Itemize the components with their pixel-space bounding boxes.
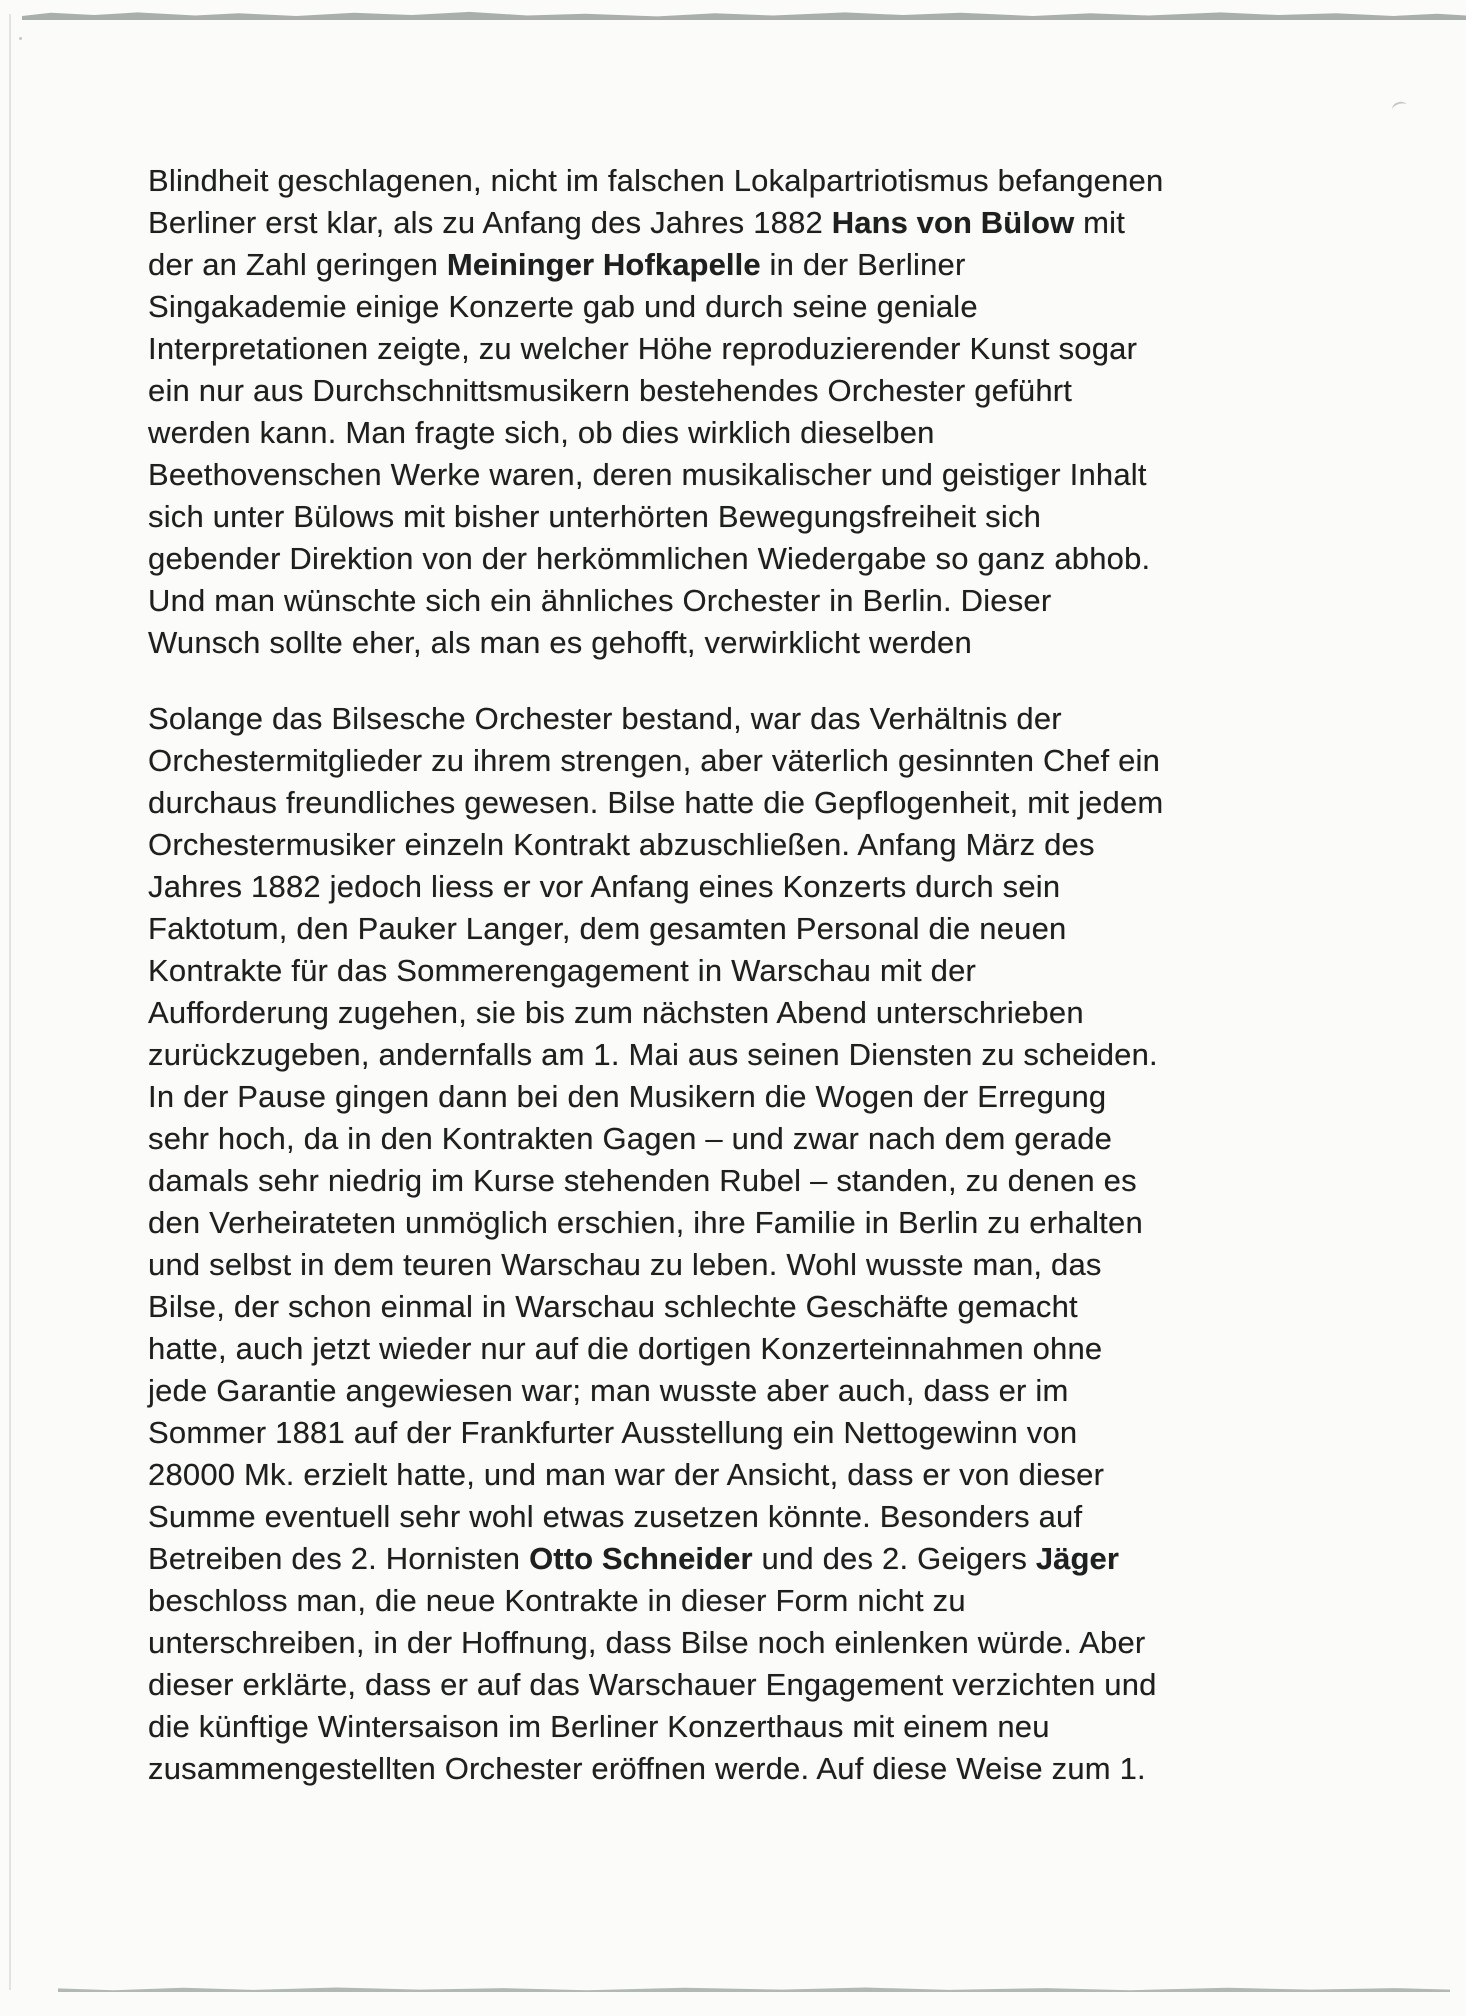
text-segment: Orchestermusiker einzeln Kontrakt abzuschließen. Anfang März des [148,827,1095,862]
text-line [148,1412,1328,1454]
text-segment: unterschreiben, in der Hoffnung, dass Bilse noch einlenken würde. Aber [148,1625,1146,1660]
text-segment: und des 2. Geigers [752,1541,1036,1576]
scan-smudge-mark [1391,100,1409,115]
text-line [148,412,1328,454]
text-line [148,1244,1328,1286]
bold-text-segment: Otto Schneider [529,1541,753,1576]
text-segment: mit [1074,205,1126,240]
text-segment: sehr hoch, da in den Kontrakten Gagen – und zwar nach dem gerade [148,1121,1113,1156]
text-segment: Solange das Bilsesche Orchester bestand, war das Verhältnis der [148,701,1062,736]
text-segment: Berliner erst klar, als zu Anfang des Jahres 1882 [148,205,832,240]
text-line [148,1538,1328,1580]
text-segment: beschloss man, die neue Kontrakte in dieser Form nicht zu [148,1583,966,1618]
text-line [148,1664,1328,1706]
text-line [148,1454,1328,1496]
text-line [148,244,1328,286]
text-line [148,538,1328,580]
text-line [148,1034,1328,1076]
text-line [148,1160,1328,1202]
text-line [148,370,1328,412]
text-line [148,1496,1328,1538]
text-segment: den Verheirateten unmöglich erschien, ihre Familie in Berlin zu erhalten [148,1205,1143,1240]
scan-edge-left-artifact [9,14,11,1990]
text-segment: 28000 Mk. erzielt hatte, und man war der Ansicht, dass er von dieser [148,1457,1105,1492]
text-line [148,908,1328,950]
scan-dot-mark [19,37,22,40]
text-line [148,1706,1328,1748]
text-segment: In der Pause gingen dann bei den Musikern die Wogen der Erregung [148,1079,1107,1114]
text-segment: jede Garantie angewiesen war; man wusste aber auch, dass er im [148,1373,1069,1408]
text-segment: Singakademie einige Konzerte gab und durch seine geniale [148,289,978,324]
text-line [148,202,1328,244]
text-line [148,740,1328,782]
text-segment: Kontrakte für das Sommerengagement in Warschau mit der [148,953,977,988]
text-segment: der an Zahl geringen [148,247,447,282]
text-segment: Jahres 1882 jedoch liess er vor Anfang eines Konzerts durch sein [148,869,1061,904]
text-segment: Aufforderung zugehen, sie bis zum nächsten Abend unterschrieben [148,995,1084,1030]
text-segment: Faktotum, den Pauker Langer, dem gesamten Personal die neuen [148,911,1067,946]
text-line [148,1118,1328,1160]
scan-edge-bottom-artifact [58,1986,1450,1992]
text-line [148,622,1328,664]
text-line [148,1076,1328,1118]
text-segment: werden kann. Man fragte sich, ob dies wirklich dieselben [148,415,935,450]
text-segment: Summe eventuell sehr wohl etwas zusetzen könnte. Besonders auf [148,1499,1083,1534]
text-segment: dieser erklärte, dass er auf das Warschauer Engagement verzichten und [148,1667,1157,1702]
text-segment: sich unter Bülows mit bisher unterhörten Bewegungsfreiheit sich [148,499,1042,534]
text-segment: durchaus freundliches gewesen. Bilse hatte die Gepflogenheit, mit jedem [148,785,1164,820]
document-text-block [148,160,1328,1824]
text-line [148,782,1328,824]
text-segment: Beethovenschen Werke waren, deren musikalischer und geistiger Inhalt [148,457,1147,492]
paragraph [148,160,1328,664]
text-line [148,286,1328,328]
text-line [148,454,1328,496]
text-segment: Blindheit geschlagenen, nicht im falschen Lokalpartriotismus befangenen [148,163,1164,198]
text-line [148,1748,1328,1790]
text-line [148,496,1328,538]
text-segment: Betreiben des 2. Hornisten [148,1541,530,1576]
text-line [148,1580,1328,1622]
text-line [148,698,1328,740]
text-line [148,866,1328,908]
text-segment: ein nur aus Durchschnittsmusikern bestehendes Orchester geführt [148,373,1073,408]
text-segment: Interpretationen zeigte, zu welcher Höhe reproduzierender Kunst sogar [148,331,1138,366]
scan-edge-top-artifact [22,11,1466,20]
text-segment: Wunsch sollte eher, als man es gehofft, verwirklicht werden [148,625,972,660]
text-line [148,1328,1328,1370]
text-line [148,160,1328,202]
text-segment: Sommer 1881 auf der Frankfurter Ausstellung ein Nettogewinn von [148,1415,1078,1450]
text-line [148,1370,1328,1412]
text-line [148,950,1328,992]
text-segment: und selbst in dem teuren Warschau zu leben. Wohl wusste man, das [148,1247,1102,1282]
text-line [148,328,1328,370]
text-segment: zusammengestellten Orchester eröffnen werde. Auf diese Weise zum 1. [148,1751,1146,1786]
text-segment: die künftige Wintersaison im Berliner Konzerthaus mit einem neu [148,1709,1050,1744]
text-segment: Und man wünschte sich ein ähnliches Orchester in Berlin. Dieser [148,583,1052,618]
bold-text-segment: Meininger Hofkapelle [446,247,761,282]
text-segment: damals sehr niedrig im Kurse stehenden Rubel – standen, zu denen es [148,1163,1137,1198]
text-line [148,1622,1328,1664]
text-segment: Bilse, der schon einmal in Warschau schlechte Geschäfte gemacht [148,1289,1078,1324]
text-line [148,1286,1328,1328]
paragraph [148,698,1328,1790]
text-line [148,824,1328,866]
text-segment: gebender Direktion von der herkömmlichen Wiedergabe so ganz abhob. [148,541,1151,576]
text-line [148,580,1328,622]
text-segment: Orchestermitglieder zu ihrem strengen, aber väterlich gesinnten Chef ein [148,743,1161,778]
text-segment: hatte, auch jetzt wieder nur auf die dortigen Konzerteinnahmen ohne [148,1331,1103,1366]
text-line [148,1202,1328,1244]
bold-text-segment: Hans von Bülow [831,205,1075,240]
text-segment: zurückzugeben, andernfalls am 1. Mai aus seinen Diensten zu scheiden. [148,1037,1158,1072]
bold-text-segment: Jäger [1035,1541,1120,1576]
text-segment: in der Berliner [760,247,966,282]
text-line [148,992,1328,1034]
